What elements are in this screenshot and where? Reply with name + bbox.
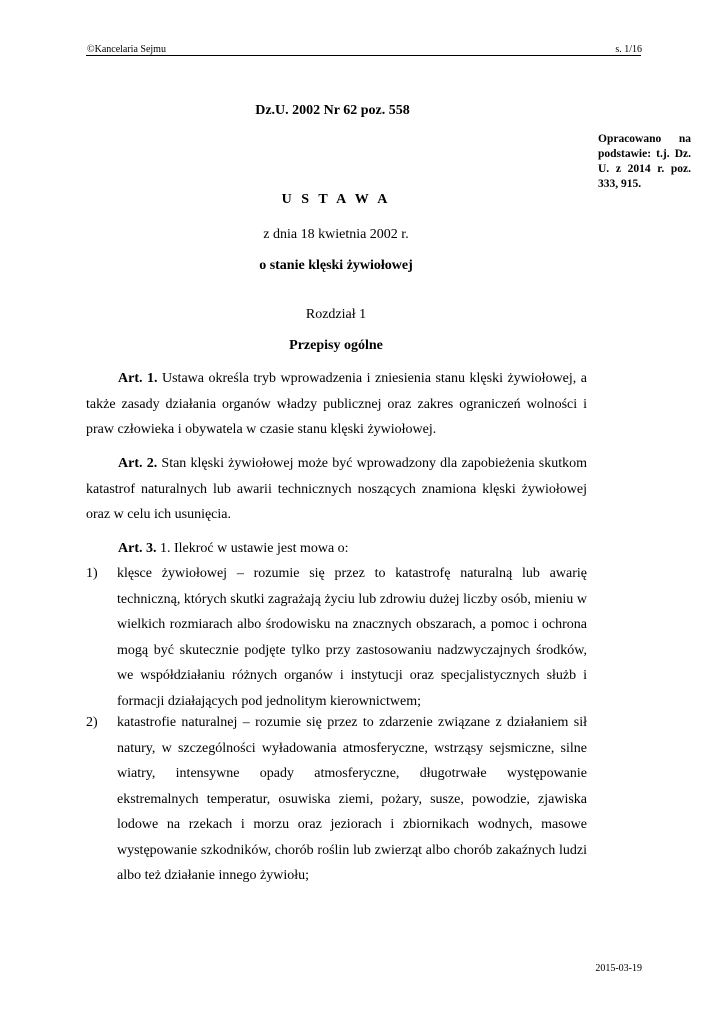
header-publisher: ©Kancelaria Sejmu	[87, 44, 166, 55]
article-text: 1. Ilekroć w ustawie jest mowa o:	[156, 541, 349, 556]
article-label: Art. 3.	[118, 541, 157, 556]
footer-date: 2015-03-19	[595, 963, 642, 974]
consolidated-text-note: Opracowano na podstawie: t.j. Dz. U. z 2014 r. poz. 333, 915.	[598, 133, 691, 190]
journal-reference: Dz.U. 2002 Nr 62 poz. 558	[255, 103, 410, 118]
chapter-title: Przepisy ogólne	[289, 338, 383, 353]
definition-text: klęsce żywiołowej – rozumie się przez to katastrofę naturalną lub awarię techniczną, których skutki zagrażają życiu lub zdrowiu dużej liczby osób, mieniu w wielkich rozmiarach albo środowisku na znacznych obszarach, a pomoc i ochrona mogą być skutecznie podjęte tylko przy zastosowaniu nadzwyczajnych środków, we współdziałaniu różnych organów i instytucji oraz specjalistycznych służb i formacji działających pod jednolitym kierownictwem;	[117, 566, 587, 709]
act-subject: o stanie klęski żywiołowej	[259, 258, 413, 273]
act-date: z dnia 18 kwietnia 2002 r.	[263, 227, 409, 242]
act-title: U S T A W A	[281, 192, 391, 207]
article-text: Ustawa określa tryb wprowadzenia i zniesienia stanu klęski żywiołowej, a także zasady działania organów władzy publicznej oraz zakres ograniczeń wolności i praw człowieka i obywatela w czasie stanu klęski żywiołowej.	[86, 371, 587, 437]
article-1	[86, 366, 587, 443]
article-2	[86, 451, 587, 528]
definition-number: 1)	[86, 566, 98, 581]
header-rule	[86, 55, 641, 56]
definition-text: katastrofie naturalnej – rozumie się przez to zdarzenie związane z działaniem sił natury, w szczególności wyładowania atmosferyczne, wstrząsy sejsmiczne, silne wiatry, intensywne opady atmosferyczne, długotrwałe występowanie ekstremalnych temperatur, osuwiska ziemi, pożary, susze, powodzie, zjawiska lodowe na rzekach i morzu oraz jeziorach i zbiornikach wodnych, masowe występowanie szkodników, chorób roślin lub zwierząt albo chorób zakaźnych ludzi albo też działanie innego żywiołu;	[117, 715, 587, 883]
article-3	[86, 536, 587, 562]
chapter-number: Rozdział 1	[305, 307, 367, 322]
definition-item	[86, 561, 587, 714]
definition-number: 2)	[86, 715, 98, 730]
article-text: Stan klęski żywiołowej może być wprowadzony dla zapobieżenia skutkom katastrof naturalnych lub awarii technicznych noszących znamiona klęski żywiołowej oraz w celu ich usunięcia.	[86, 456, 587, 522]
article-label: Art. 1.	[118, 371, 158, 386]
article-label: Art. 2.	[118, 456, 158, 471]
definition-item	[86, 710, 587, 889]
page-number: s. 1/16	[615, 44, 642, 55]
